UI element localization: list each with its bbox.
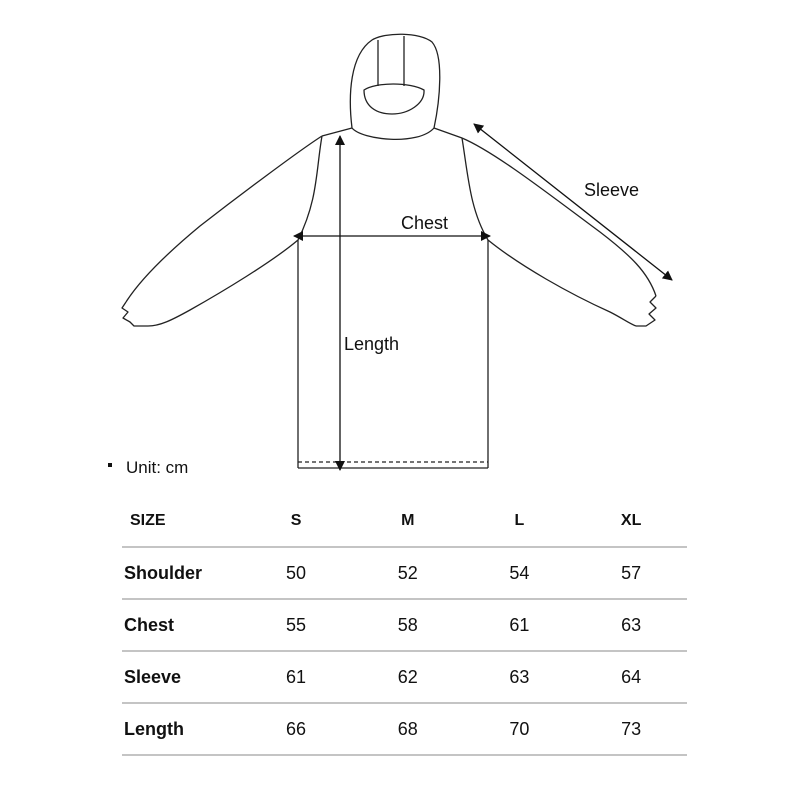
row-label: Length	[122, 703, 240, 755]
table-cell: 63	[575, 599, 687, 651]
left-armhole	[298, 136, 322, 240]
chest-label: Chest	[401, 213, 449, 233]
sleeve-label: Sleeve	[584, 180, 640, 200]
table-row	[122, 651, 687, 703]
header-xl: XL	[620, 512, 642, 529]
table-cell: 66	[240, 703, 352, 755]
hood-center-panel	[378, 36, 404, 86]
header-l: L	[514, 512, 525, 529]
table-cell: 61	[464, 599, 576, 651]
table-row	[122, 599, 687, 651]
sleeve-arrow	[474, 124, 672, 280]
table-cell: 64	[575, 651, 687, 703]
size-chart-table	[122, 496, 687, 756]
unit-note	[108, 458, 188, 478]
right-sleeve-inner	[488, 240, 636, 326]
length-label: Length	[344, 334, 400, 354]
table-row	[122, 547, 687, 599]
hood-face-opening	[364, 84, 424, 114]
table-cell: 70	[464, 703, 576, 755]
table-cell: 73	[575, 703, 687, 755]
table-cell: 52	[352, 547, 464, 599]
row-label: Chest	[122, 599, 240, 651]
table-cell: 62	[352, 651, 464, 703]
left-sleeve-inner	[148, 240, 298, 326]
table-cell: 58	[352, 599, 464, 651]
table-cell: 57	[575, 547, 687, 599]
row-label: Shoulder	[122, 547, 240, 599]
table-header-row	[122, 496, 687, 547]
table-cell: 54	[464, 547, 576, 599]
right-sleeve-outer	[462, 138, 656, 296]
neckline	[322, 128, 462, 139]
table-row	[122, 703, 687, 755]
table-cell: 63	[464, 651, 576, 703]
table-cell: 55	[240, 599, 352, 651]
bullet-icon	[108, 463, 112, 467]
row-label: Sleeve	[122, 651, 240, 703]
right-armhole	[462, 138, 488, 240]
header-m: M	[401, 512, 415, 529]
header-size: SIZE	[130, 512, 166, 529]
right-cuff	[636, 296, 656, 326]
table-cell: 61	[240, 651, 352, 703]
left-cuff	[122, 302, 148, 326]
header-s: S	[290, 512, 302, 529]
table-cell: 68	[352, 703, 464, 755]
unit-note-text: Unit: cm	[126, 458, 189, 477]
hoodie-outline	[122, 34, 656, 468]
left-sleeve-outer	[126, 136, 322, 302]
table-cell: 50	[240, 547, 352, 599]
